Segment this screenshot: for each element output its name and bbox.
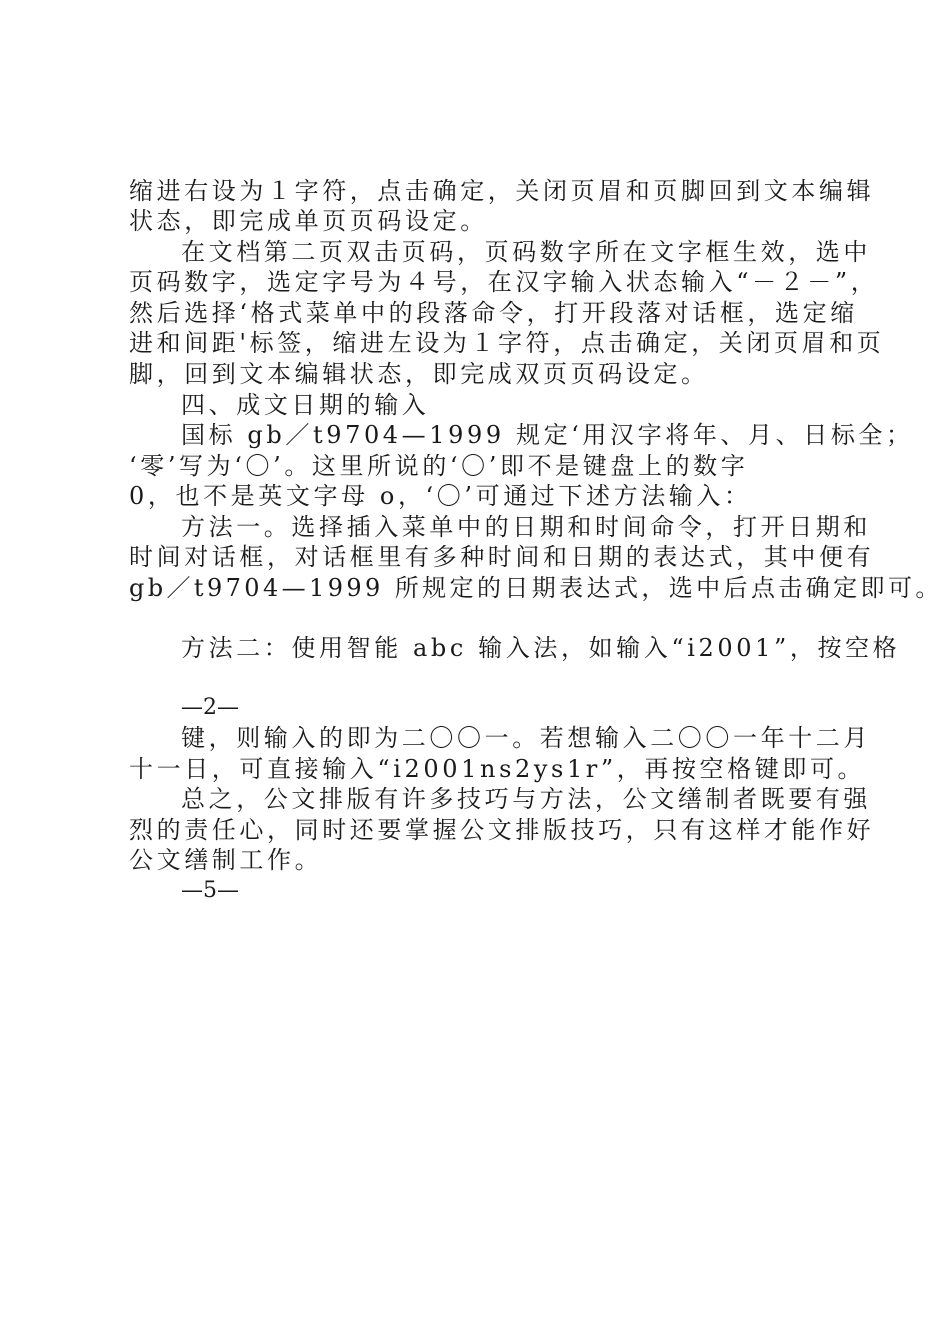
text-line: 页码数字，选定字号为４号，在汉字输入状态输入“－２－”， xyxy=(129,268,879,296)
text-line: 烈的责任心，同时还要掌握公文排版技巧，只有这样才能作好 xyxy=(129,816,875,844)
page-number: —2— xyxy=(181,695,239,720)
text-line: 然后选择‘格式菜单中的段落命令，打开段落对话框，选定缩 xyxy=(129,299,858,327)
text-line: 在文档第二页双击页码，页码数字所在文字框生效，选中 xyxy=(181,238,871,266)
text-line: 十一日，可直接输入“i2001ns2ys1r”，再按空格键即可。 xyxy=(129,755,866,783)
text-line: 缩进右设为１字符，点击确定，关闭页眉和页脚回到文本编辑 xyxy=(129,177,875,205)
text-line: 0，也不是英文字母 o，‘〇’可通过下述方法输入： xyxy=(129,482,752,510)
text-line: 方法二：使用智能 abc 输入法，如输入“i2001”，按空格 xyxy=(181,634,901,662)
text-line: 时间对话框，对话框里有多种时间和日期的表达式，其中便有 xyxy=(129,543,875,571)
text-line: 总之，公文排版有许多技巧与方法，公文缮制者既要有强 xyxy=(181,785,871,813)
text-line: 方法一。选择插入菜单中的日期和时间命令，打开日期和 xyxy=(181,513,871,541)
page-number: —5— xyxy=(181,878,239,903)
text-line: 进和间距'标签，缩进左设为１字符，点击确定，关闭页眉和页 xyxy=(129,329,885,357)
text-line: ‘零’写为‘〇’。这里所说的‘〇’即不是键盘上的数字 xyxy=(129,452,749,480)
text-line: 状态，即完成单页页码设定。 xyxy=(129,207,488,235)
text-line: gb／t9704—1999 所规定的日期表达式，选中后点击确定即可。 xyxy=(129,574,943,602)
text-line: 脚，回到文本编辑状态，即完成双页页码设定。 xyxy=(129,360,709,388)
section-heading: 四、成文日期的输入 xyxy=(181,391,430,419)
text-line: 国标 gb／t9704—1999 规定‘用汉字将年、月、日标全； xyxy=(181,421,914,449)
text-line: 键，则输入的即为二〇〇一。若想输入二〇〇一年十二月 xyxy=(181,724,871,752)
text-line: 公文缮制工作。 xyxy=(129,846,323,874)
